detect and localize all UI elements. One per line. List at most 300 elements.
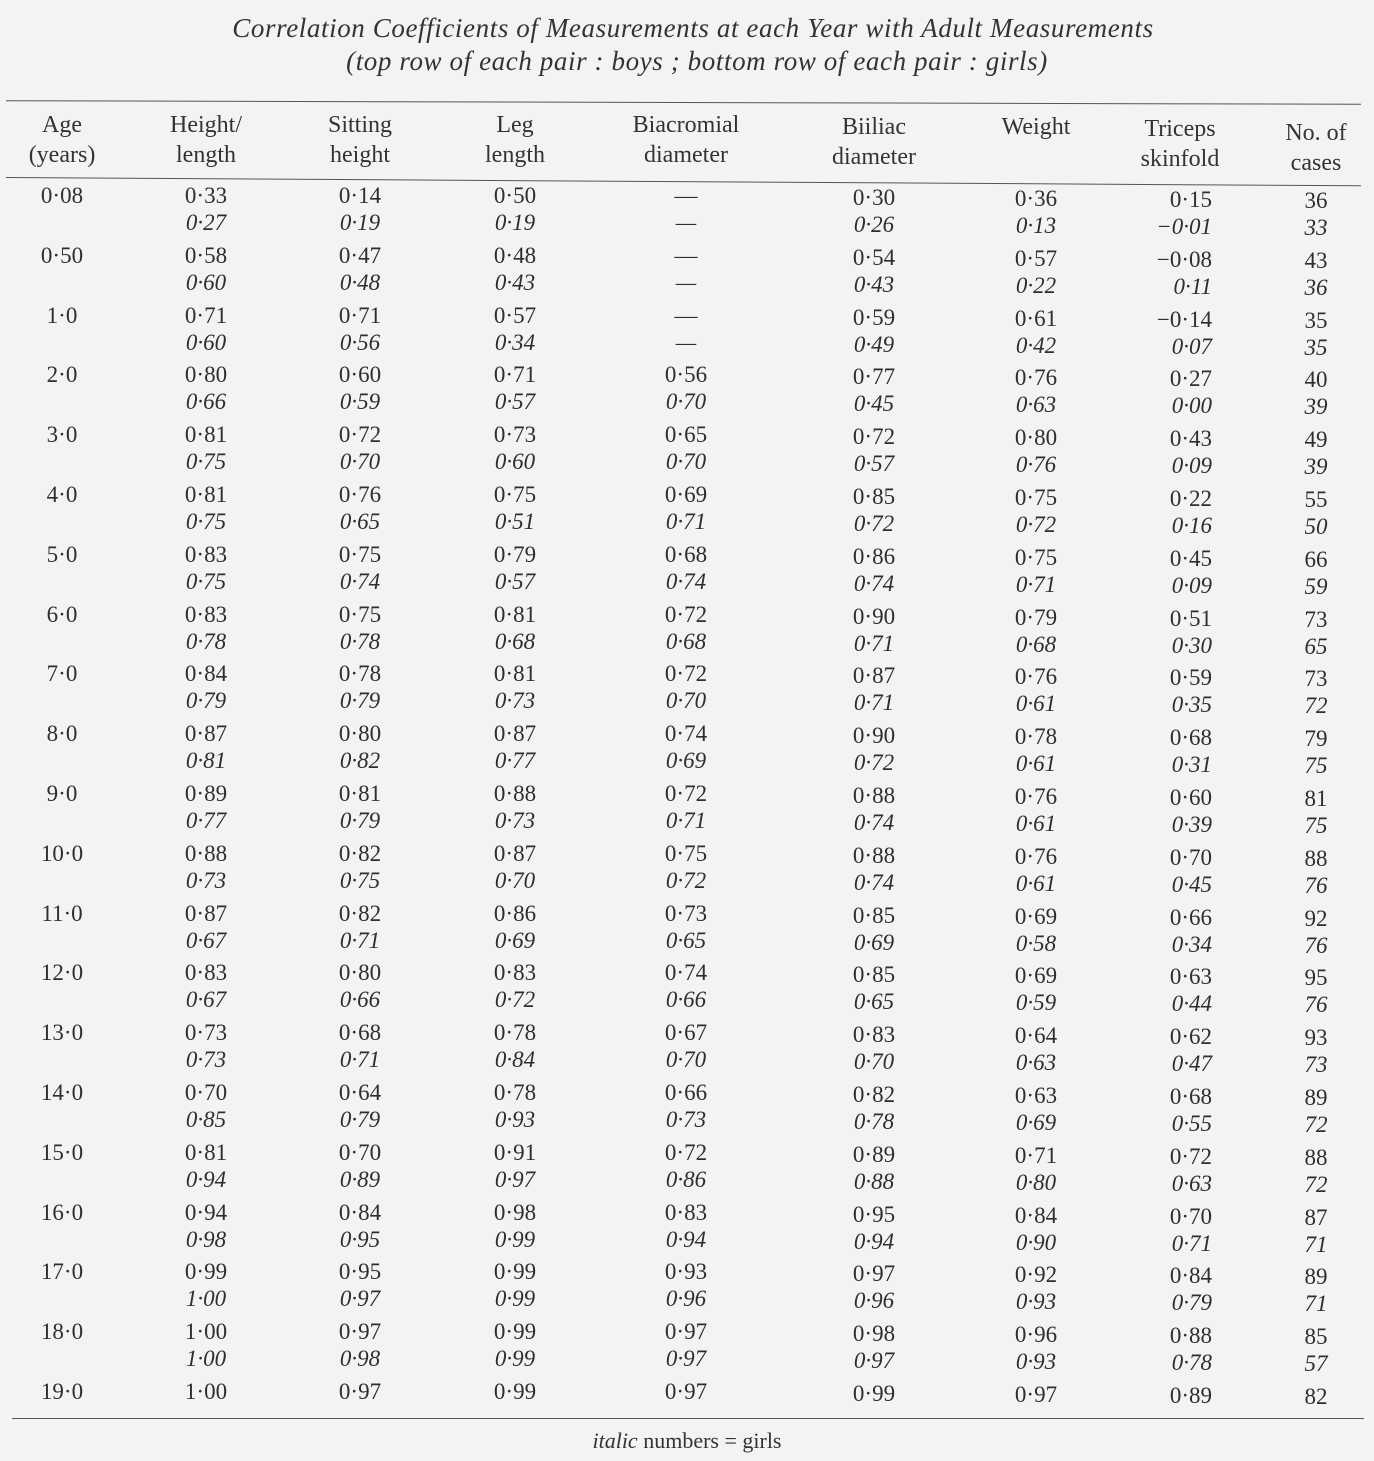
boys-value-triceps-skinfold: 0·88 <box>1169 1323 1212 1349</box>
boys-value-biacromial-diameter: 0·72 <box>664 661 708 687</box>
boys-value-no-of-cases: 43 <box>1304 247 1328 273</box>
girls-value-sitting-height: 0·97 <box>339 1286 381 1312</box>
boys-value-triceps-skinfold: 0·51 <box>1169 605 1212 631</box>
column-header-line1: Leg <box>496 112 534 138</box>
girls-value-leg-length: 0·73 <box>494 688 536 714</box>
boys-value-sitting-height: 0·82 <box>338 840 382 866</box>
girls-value-sitting-height: 0·75 <box>339 867 381 893</box>
girls-value-biiliac-diameter: 0·72 <box>853 511 895 536</box>
girls-value-triceps-skinfold: 0·31 <box>1171 752 1212 778</box>
boys-value-sitting-height: 0·84 <box>338 1199 382 1225</box>
girls-value-biacromial-diameter: 0·68 <box>665 628 707 654</box>
girls-value-no-of-cases: 72 <box>1304 1112 1328 1137</box>
boys-value-sitting-height: 0·82 <box>338 900 382 926</box>
girls-value-biacromial-diameter: 0·97 <box>665 1346 707 1372</box>
girls-value-height-length: 0·27 <box>185 210 227 235</box>
boys-value-triceps-skinfold: 0·59 <box>1169 665 1212 691</box>
boys-value-height-length: 0·94 <box>184 1199 228 1225</box>
table-title <box>0 12 1374 78</box>
age-cell: 17·0 <box>40 1259 84 1285</box>
boys-value-biacromial-diameter: 0·73 <box>664 900 708 926</box>
boys-value-sitting-height: 0·75 <box>338 541 382 567</box>
boys-value-height-length: 0·84 <box>184 661 228 687</box>
age-cell: 18·0 <box>40 1319 84 1345</box>
girls-value-no-of-cases: 59 <box>1304 573 1328 599</box>
girls-value-triceps-skinfold: 0·30 <box>1171 632 1212 658</box>
boys-value-height-length: 0·71 <box>184 302 228 328</box>
boys-value-sitting-height: 0·80 <box>338 721 382 747</box>
boys-value-height-length: 0·81 <box>184 422 228 448</box>
girls-value-weight: 0·72 <box>1015 512 1057 537</box>
boys-value-biacromial-diameter: 0·75 <box>664 840 708 866</box>
girls-value-triceps-skinfold: 0·71 <box>1171 1230 1212 1256</box>
boys-value-no-of-cases: 95 <box>1304 965 1328 991</box>
girls-value-no-of-cases: 72 <box>1304 1171 1328 1197</box>
boys-value-leg-length: 0·71 <box>493 362 537 388</box>
boys-value-sitting-height: 0·97 <box>338 1379 382 1404</box>
boys-value-biacromial-diameter: 0·74 <box>664 721 708 747</box>
boys-value-weight: 0·79 <box>1014 604 1058 630</box>
boys-value-biacromial-diameter: 0·69 <box>664 482 708 507</box>
age-cell: 2·0 <box>46 362 78 388</box>
girls-value-triceps-skinfold: 0·09 <box>1171 572 1212 598</box>
boys-value-biacromial-diameter: 0·83 <box>664 1199 708 1225</box>
girls-value-no-of-cases: 75 <box>1304 813 1328 838</box>
column-header-leg-length <box>425 110 605 170</box>
girls-value-biacromial-diameter: 0·96 <box>665 1286 707 1312</box>
girls-value-weight: 0·22 <box>1015 272 1057 298</box>
boys-value-no-of-cases: 35 <box>1304 307 1328 333</box>
girls-value-triceps-skinfold: 0·09 <box>1171 453 1212 479</box>
boys-value-triceps-skinfold: 0·84 <box>1169 1263 1212 1289</box>
girls-value-sitting-height: 0·19 <box>339 210 381 235</box>
boys-value-leg-length: 0·86 <box>493 900 537 926</box>
girls-value-triceps-skinfold: −0·01 <box>1156 214 1212 239</box>
boys-value-no-of-cases: 66 <box>1304 546 1328 572</box>
boys-value-sitting-height: 0·64 <box>338 1080 382 1105</box>
age-cell: 8·0 <box>46 721 78 747</box>
girls-value-height-length: 0·98 <box>185 1226 227 1252</box>
boys-value-biiliac-diameter: 0·90 <box>852 723 896 749</box>
girls-value-leg-length: 0·34 <box>494 329 536 355</box>
boys-value-sitting-height: 0·72 <box>338 422 382 448</box>
boys-value-triceps-skinfold: 0·70 <box>1169 1203 1212 1229</box>
age-cell: 6·0 <box>46 601 78 627</box>
girls-value-sitting-height: 0·66 <box>339 987 381 1013</box>
girls-value-height-length: 0·66 <box>185 389 227 415</box>
girls-value-weight: 0·61 <box>1015 811 1057 836</box>
boys-value-biacromial-diameter: 0·72 <box>664 781 708 806</box>
boys-value-sitting-height: 0·70 <box>338 1139 382 1165</box>
boys-value-leg-length: 0·91 <box>493 1139 537 1165</box>
girls-value-no-of-cases: 50 <box>1304 514 1328 539</box>
boys-value-no-of-cases: 85 <box>1304 1324 1328 1350</box>
girls-value-leg-length: 0·99 <box>494 1226 536 1252</box>
girls-value-weight: 0·61 <box>1015 691 1057 717</box>
girls-value-leg-length: 0·51 <box>494 509 536 534</box>
girls-value-biiliac-diameter: 0·45 <box>853 391 895 417</box>
boys-value-height-length: 0·80 <box>184 362 228 388</box>
boys-value-weight: 0·61 <box>1014 305 1058 331</box>
boys-value-biiliac-diameter: 0·87 <box>852 663 896 689</box>
girls-value-biacromial-diameter: 0·65 <box>665 927 707 953</box>
age-cell: 3·0 <box>46 422 78 448</box>
age-cell: 12·0 <box>40 960 84 986</box>
boys-value-leg-length: 0·87 <box>493 721 537 747</box>
column-header-line2: length <box>176 142 236 168</box>
column-header-line2: skinfold <box>1140 146 1220 172</box>
boys-value-leg-length: 0·78 <box>493 1080 537 1105</box>
boys-value-height-length: 0·88 <box>184 840 228 866</box>
girls-value-biacromial-diameter: 0·71 <box>665 808 707 833</box>
boys-value-leg-length: 0·83 <box>493 960 537 986</box>
girls-value-weight: 0·58 <box>1015 930 1057 956</box>
age-cell: 11·0 <box>41 900 83 926</box>
girls-value-sitting-height: 0·70 <box>339 449 381 475</box>
girls-value-biiliac-diameter: 0·94 <box>853 1228 895 1254</box>
boys-value-no-of-cases: 49 <box>1304 427 1328 453</box>
girls-value-weight: 0·61 <box>1015 751 1057 777</box>
boys-value-sitting-height: 0·95 <box>338 1259 382 1285</box>
girls-value-leg-length: 0·73 <box>494 808 536 833</box>
girls-value-height-length: 0·77 <box>185 808 227 833</box>
girls-value-weight: 0·90 <box>1015 1229 1057 1255</box>
girls-value-biiliac-diameter: 0·97 <box>853 1348 895 1374</box>
boys-value-biacromial-diameter: — <box>674 302 698 328</box>
boys-value-sitting-height: 0·68 <box>338 1020 382 1046</box>
boys-value-weight: 0·76 <box>1014 365 1058 391</box>
girls-value-triceps-skinfold: 0·44 <box>1171 991 1212 1017</box>
boys-value-height-length: 0·70 <box>184 1080 228 1105</box>
girls-value-no-of-cases: 73 <box>1304 1052 1328 1078</box>
girls-value-weight: 0·63 <box>1015 1050 1057 1076</box>
girls-value-no-of-cases: 35 <box>1304 334 1328 360</box>
girls-value-biiliac-diameter: 0·72 <box>853 750 895 776</box>
girls-value-weight: 0·68 <box>1015 631 1057 657</box>
boys-value-biacromial-diameter: 0·72 <box>664 601 708 627</box>
footnote <box>0 1427 1374 1455</box>
boys-value-triceps-skinfold: 0·43 <box>1169 426 1212 452</box>
boys-value-biiliac-diameter: 0·54 <box>852 244 896 270</box>
girls-value-biacromial-diameter: — <box>675 210 697 235</box>
boys-value-biacromial-diameter: 0·65 <box>664 422 708 448</box>
girls-value-weight: 0·76 <box>1015 452 1057 478</box>
boys-value-triceps-skinfold: 0·70 <box>1169 844 1212 870</box>
age-cell: 10·0 <box>40 840 84 866</box>
column-header-line1: Height/ <box>170 112 242 138</box>
girls-value-sitting-height: 0·78 <box>339 628 381 654</box>
girls-value-height-length: 0·60 <box>185 329 227 355</box>
girls-value-triceps-skinfold: 0·79 <box>1171 1290 1212 1316</box>
column-header-biiliac-diameter <box>784 112 964 172</box>
boys-value-no-of-cases: 88 <box>1304 845 1328 871</box>
age-cell: 9·0 <box>46 781 78 806</box>
boys-value-biacromial-diameter: 0·66 <box>664 1080 708 1105</box>
girls-value-biiliac-diameter: 0·74 <box>853 810 895 835</box>
girls-value-biacromial-diameter: 0·86 <box>665 1166 707 1192</box>
boys-value-no-of-cases: 82 <box>1304 1384 1328 1409</box>
boys-value-biacromial-diameter: 0·68 <box>664 541 708 567</box>
boys-value-leg-length: 0·99 <box>493 1319 537 1345</box>
age-cell: 15·0 <box>40 1139 84 1165</box>
girls-value-weight: 0·59 <box>1015 990 1057 1016</box>
girls-value-height-length: 0·75 <box>185 449 227 475</box>
boys-value-sitting-height: 0·14 <box>338 183 382 208</box>
column-header-line1: Weight <box>1001 114 1071 140</box>
footnote-text: numbers = girls <box>637 1428 782 1453</box>
girls-value-sitting-height: 0·71 <box>339 927 381 953</box>
girls-value-sitting-height: 0·82 <box>339 748 381 774</box>
girls-value-no-of-cases: 75 <box>1304 753 1328 779</box>
column-header-biacromial-diameter <box>596 110 776 170</box>
column-header-line1: Sitting <box>327 112 393 138</box>
boys-value-leg-length: 0·81 <box>493 601 537 627</box>
girls-value-triceps-skinfold: 0·63 <box>1171 1170 1212 1196</box>
boys-value-height-length: 0·83 <box>184 601 228 627</box>
column-header-line2: diameter <box>832 144 916 170</box>
boys-value-leg-length: 0·87 <box>493 840 537 866</box>
girls-value-no-of-cases: 71 <box>1304 1231 1328 1257</box>
boys-value-biiliac-diameter: 0·85 <box>852 962 896 988</box>
boys-value-leg-length: 0·57 <box>493 302 537 328</box>
boys-value-weight: 0·69 <box>1014 963 1058 989</box>
girls-value-biacromial-diameter: 0·69 <box>665 748 707 774</box>
boys-value-leg-length: 0·88 <box>493 781 537 806</box>
boys-value-triceps-skinfold: 0·27 <box>1169 366 1212 392</box>
boys-value-biiliac-diameter: 0·82 <box>852 1082 896 1107</box>
girls-value-height-length: 0·75 <box>185 568 227 594</box>
boys-value-triceps-skinfold: −0·14 <box>1156 306 1212 332</box>
girls-value-leg-length: 0·69 <box>494 927 536 953</box>
girls-value-no-of-cases: 76 <box>1304 872 1328 898</box>
boys-value-weight: 0·96 <box>1014 1322 1058 1348</box>
boys-value-no-of-cases: 88 <box>1304 1144 1328 1170</box>
girls-value-biiliac-diameter: 0·74 <box>853 570 895 596</box>
girls-value-biacromial-diameter: 0·70 <box>665 449 707 475</box>
girls-value-weight: 0·63 <box>1015 392 1057 418</box>
boys-value-biacromial-diameter: 0·93 <box>664 1259 708 1285</box>
girls-value-leg-length: 0·57 <box>494 568 536 594</box>
girls-value-triceps-skinfold: 0·16 <box>1171 513 1212 538</box>
girls-value-biiliac-diameter: 0·78 <box>853 1109 895 1134</box>
column-header-line1: No. of <box>1285 120 1347 146</box>
boys-value-height-length: 0·81 <box>184 482 228 507</box>
boys-value-height-length: 0·83 <box>184 960 228 986</box>
girls-value-sitting-height: 0·56 <box>339 329 381 355</box>
boys-value-triceps-skinfold: 0·68 <box>1169 1084 1212 1109</box>
bottom-rule <box>12 1418 1364 1419</box>
girls-value-height-length: 0·60 <box>185 269 227 295</box>
boys-value-biacromial-diameter: — <box>674 183 698 208</box>
girls-value-leg-length: 0·68 <box>494 628 536 654</box>
girls-value-sitting-height: 0·74 <box>339 568 381 594</box>
boys-value-biiliac-diameter: 0·95 <box>852 1201 896 1227</box>
boys-value-height-length: 1·00 <box>184 1379 228 1404</box>
column-header-line1: Biacromial <box>632 112 740 138</box>
girls-value-biiliac-diameter: 0·88 <box>853 1168 895 1194</box>
boys-value-height-length: 0·99 <box>184 1259 228 1285</box>
title-line-1: Correlation Coefficients of Measurements at each Year with Adult Measurements <box>232 13 1154 43</box>
boys-value-biiliac-diameter: 0·85 <box>852 484 896 509</box>
boys-value-biiliac-diameter: 0·89 <box>852 1141 896 1167</box>
boys-value-weight: 0·69 <box>1014 903 1058 929</box>
column-header-height-length <box>116 110 296 170</box>
girls-value-leg-length: 0·57 <box>494 389 536 415</box>
girls-value-no-of-cases: 57 <box>1304 1351 1328 1377</box>
girls-value-leg-length: 0·97 <box>494 1166 536 1192</box>
boys-value-weight: 0·80 <box>1014 425 1058 451</box>
boys-value-height-length: 0·58 <box>184 242 228 268</box>
boys-value-weight: 0·78 <box>1014 724 1058 750</box>
girls-value-no-of-cases: 36 <box>1304 274 1328 300</box>
boys-value-biacromial-diameter: 0·56 <box>664 362 708 388</box>
boys-value-triceps-skinfold: 0·63 <box>1169 964 1212 990</box>
boys-value-biiliac-diameter: 0·59 <box>852 304 896 330</box>
girls-value-weight: 0·61 <box>1015 870 1057 896</box>
boys-value-height-length: 0·83 <box>184 541 228 567</box>
column-header-line2: (years) <box>28 142 96 168</box>
boys-value-biiliac-diameter: 0·90 <box>852 603 896 629</box>
girls-value-leg-length: 0·77 <box>494 748 536 774</box>
girls-value-weight: 0·80 <box>1015 1169 1057 1195</box>
girls-value-weight: 0·93 <box>1015 1349 1057 1375</box>
boys-value-height-length: 1·00 <box>184 1319 228 1345</box>
boys-value-weight: 0·57 <box>1014 245 1058 271</box>
girls-value-biiliac-diameter: 0·70 <box>853 1049 895 1075</box>
column-header-line2: length <box>485 142 545 168</box>
girls-value-height-length: 0·85 <box>185 1107 227 1132</box>
age-cell: 0·50 <box>40 242 84 268</box>
girls-value-no-of-cases: 39 <box>1304 394 1328 420</box>
age-cell: 16·0 <box>40 1199 84 1225</box>
column-header-no-of-cases <box>1226 118 1374 178</box>
boys-value-biiliac-diameter: 0·98 <box>852 1321 896 1347</box>
boys-value-height-length: 0·89 <box>184 781 228 806</box>
boys-value-no-of-cases: 93 <box>1304 1025 1328 1051</box>
boys-value-triceps-skinfold: 0·15 <box>1169 187 1212 212</box>
girls-value-biacromial-diameter: 0·70 <box>665 1047 707 1073</box>
boys-value-no-of-cases: 81 <box>1304 786 1328 811</box>
girls-value-biacromial-diameter: — <box>675 269 697 295</box>
boys-value-biacromial-diameter: 0·97 <box>664 1379 708 1404</box>
girls-value-sitting-height: 0·59 <box>339 389 381 415</box>
age-cell: 19·0 <box>40 1379 84 1404</box>
girls-value-leg-length: 0·43 <box>494 269 536 295</box>
boys-value-biiliac-diameter: 0·86 <box>852 543 896 569</box>
boys-value-weight: 0·71 <box>1014 1142 1058 1168</box>
boys-value-no-of-cases: 89 <box>1304 1264 1328 1290</box>
girls-value-no-of-cases: 72 <box>1304 693 1328 719</box>
girls-value-biiliac-diameter: 0·57 <box>853 451 895 477</box>
boys-value-biacromial-diameter: — <box>674 242 698 268</box>
boys-value-leg-length: 0·75 <box>493 482 537 507</box>
boys-value-biiliac-diameter: 0·88 <box>852 783 896 808</box>
girls-value-height-length: 1·00 <box>185 1346 227 1372</box>
boys-value-triceps-skinfold: 0·72 <box>1169 1143 1212 1169</box>
column-header-line1: Triceps <box>1144 116 1216 142</box>
girls-value-sitting-height: 0·79 <box>339 1107 381 1132</box>
boys-value-weight: 0·75 <box>1014 485 1058 510</box>
girls-value-triceps-skinfold: 0·35 <box>1171 692 1212 718</box>
girls-value-sitting-height: 0·79 <box>339 688 381 714</box>
girls-value-biacromial-diameter: 0·71 <box>665 509 707 534</box>
column-header-line2: diameter <box>644 142 728 168</box>
girls-value-biacromial-diameter: 0·70 <box>665 688 707 714</box>
boys-value-weight: 0·36 <box>1014 186 1058 211</box>
boys-value-weight: 0·76 <box>1014 843 1058 869</box>
girls-value-sitting-height: 0·98 <box>339 1346 381 1372</box>
girls-value-biacromial-diameter: 0·73 <box>665 1107 707 1132</box>
girls-value-leg-length: 0·84 <box>494 1047 536 1073</box>
girls-value-no-of-cases: 39 <box>1304 454 1328 480</box>
boys-value-leg-length: 0·79 <box>493 541 537 567</box>
boys-value-sitting-height: 0·76 <box>338 482 382 507</box>
girls-value-no-of-cases: 33 <box>1304 215 1328 240</box>
girls-value-leg-length: 0·19 <box>494 210 536 235</box>
boys-value-no-of-cases: 92 <box>1304 905 1328 931</box>
boys-value-leg-length: 0·98 <box>493 1199 537 1225</box>
footnote-italic: italic <box>592 1428 638 1453</box>
girls-value-no-of-cases: 65 <box>1304 633 1328 659</box>
girls-value-weight: 0·69 <box>1015 1110 1057 1135</box>
girls-value-biiliac-diameter: 0·49 <box>853 331 895 357</box>
boys-value-weight: 0·92 <box>1014 1262 1058 1288</box>
title-line-2: (top row of each pair : boys ; bottom row of each pair : girls) <box>346 46 1048 76</box>
girls-value-biacromial-diameter: 0·74 <box>665 568 707 594</box>
girls-value-height-length: 1·00 <box>185 1286 227 1312</box>
boys-value-leg-length: 0·78 <box>493 1020 537 1046</box>
girls-value-biiliac-diameter: 0·71 <box>853 630 895 656</box>
girls-value-biacromial-diameter: 0·72 <box>665 867 707 893</box>
boys-value-sitting-height: 0·81 <box>338 781 382 806</box>
age-cell: 13·0 <box>40 1020 84 1046</box>
boys-value-no-of-cases: 87 <box>1304 1204 1328 1230</box>
boys-value-height-length: 0·87 <box>184 900 228 926</box>
boys-value-triceps-skinfold: 0·89 <box>1169 1383 1212 1408</box>
boys-value-no-of-cases: 79 <box>1304 726 1328 752</box>
boys-value-biacromial-diameter: 0·97 <box>664 1319 708 1345</box>
boys-value-sitting-height: 0·47 <box>338 242 382 268</box>
boys-value-sitting-height: 0·75 <box>338 601 382 627</box>
boys-value-weight: 0·64 <box>1014 1023 1058 1049</box>
girls-value-biiliac-diameter: 0·65 <box>853 989 895 1015</box>
boys-value-biiliac-diameter: 0·85 <box>852 902 896 928</box>
girls-value-triceps-skinfold: 0·47 <box>1171 1051 1212 1077</box>
girls-value-biacromial-diameter: 0·94 <box>665 1226 707 1252</box>
boys-value-leg-length: 0·99 <box>493 1379 537 1404</box>
boys-value-biiliac-diameter: 0·99 <box>852 1381 896 1406</box>
top-rule <box>6 100 1361 105</box>
column-header-line2: height <box>330 142 390 168</box>
girls-value-height-length: 0·67 <box>185 927 227 953</box>
boys-value-biiliac-diameter: 0·30 <box>852 185 896 210</box>
boys-value-weight: 0·75 <box>1014 544 1058 570</box>
boys-value-no-of-cases: 55 <box>1304 487 1328 512</box>
boys-value-leg-length: 0·73 <box>493 422 537 448</box>
boys-value-weight: 0·97 <box>1014 1382 1058 1407</box>
column-header-line1: Biiliac <box>842 114 906 140</box>
boys-value-biiliac-diameter: 0·83 <box>852 1022 896 1048</box>
boys-value-leg-length: 0·50 <box>493 183 537 208</box>
boys-value-leg-length: 0·48 <box>493 242 537 268</box>
boys-value-biiliac-diameter: 0·88 <box>852 842 896 868</box>
girls-value-biiliac-diameter: 0·69 <box>853 929 895 955</box>
boys-value-biiliac-diameter: 0·97 <box>852 1261 896 1287</box>
boys-value-triceps-skinfold: 0·60 <box>1169 785 1212 810</box>
boys-value-triceps-skinfold: −0·08 <box>1156 246 1212 272</box>
girls-value-height-length: 0·75 <box>185 509 227 534</box>
column-header-line2: cases <box>1290 150 1342 176</box>
